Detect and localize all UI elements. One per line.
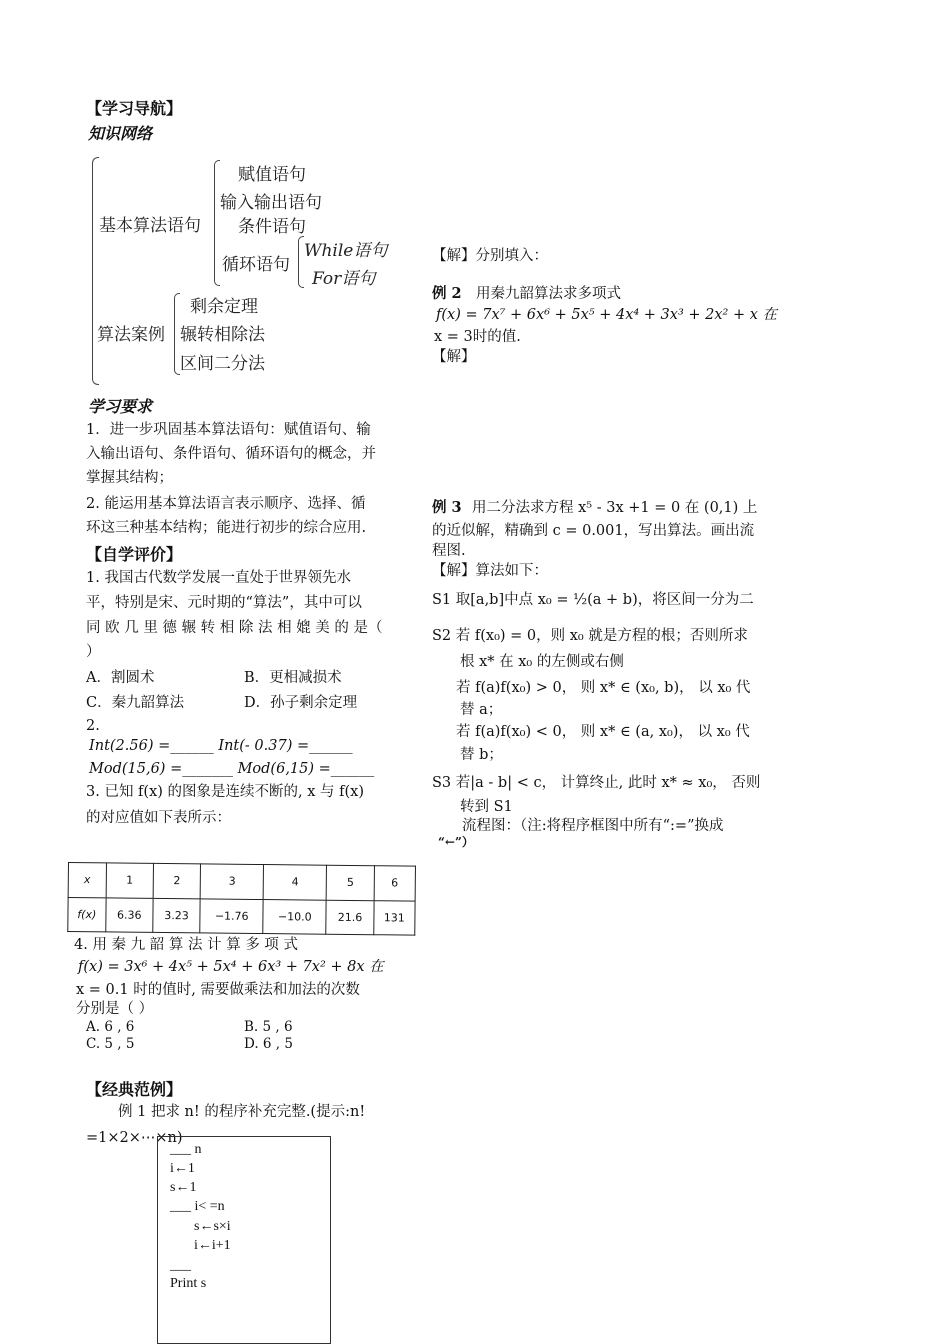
table-row bbox=[68, 897, 415, 935]
tree-euclid: 辗转相除法 bbox=[180, 325, 265, 345]
flowchart-note-text: 流程图：（注:将程序框图中所有“:=”换成 bbox=[462, 818, 724, 834]
q1-line3: 同 欧 几 里 德 辗 转 相 除 法 相 媲 美 的 是（ bbox=[86, 620, 383, 636]
q4-option-d: D. 6 , 5 bbox=[244, 1036, 293, 1052]
q1-option-b: B．更相减损术 bbox=[244, 670, 342, 686]
code-line-i-init: i←1 bbox=[170, 1161, 195, 1176]
example2-polynomial: f(x) = 7x⁷ + 6x⁶ + 5x⁵ + 4x⁴ + 3x³ + 2x² + x 在 bbox=[436, 307, 778, 323]
q1-line4: ） bbox=[86, 644, 101, 660]
step-s2-line6: 替 b； bbox=[460, 747, 503, 763]
examples-title: 【经典范例】 bbox=[86, 1080, 183, 1099]
step-s2-line1: S2 若 f(x₀) = 0，则 x₀ 就是方程的根；否则所求 bbox=[432, 628, 748, 644]
q1-option-a: A．割圆术 bbox=[86, 670, 155, 686]
tree-while: While语句 bbox=[304, 241, 388, 261]
example1-line1: 例 1 把求 n! 的程序补充完整.(提示:n! bbox=[118, 1104, 366, 1120]
q2-line2: Mod(15,6) =_______ Mod(6,15) =______ bbox=[89, 761, 375, 777]
tree-brace-basic bbox=[214, 160, 220, 286]
step-s2-line4: 替 a； bbox=[460, 702, 503, 718]
tree-cond: 条件语句 bbox=[238, 217, 306, 237]
code-line-read: ___ n bbox=[170, 1142, 202, 1157]
example2-label: 例 2 bbox=[432, 285, 462, 302]
table-cell: 3.23 bbox=[153, 898, 201, 933]
tree-for: For语句 bbox=[312, 269, 376, 289]
tree-assign: 赋值语句 bbox=[238, 165, 306, 185]
table-cell: 6 bbox=[374, 866, 416, 901]
table-cell: f(x) bbox=[68, 897, 106, 932]
tree-remainder: 剩余定理 bbox=[190, 297, 258, 317]
step-s3-line1: S3 若|a - b| < c， 计算终止, 此时 x* ≈ x₀， 否则 bbox=[432, 775, 761, 791]
knowledge-network-title: 知识网络 bbox=[88, 124, 153, 143]
table-cell: 2 bbox=[153, 863, 201, 898]
code-line-increment: i←i+1 bbox=[194, 1238, 231, 1253]
q3-line2: 的对应值如下表所示： bbox=[86, 810, 231, 826]
table-cell: 3 bbox=[200, 864, 263, 899]
req1-line3: 掌握其结构； bbox=[86, 470, 173, 486]
q4-option-c: C. 5 , 5 bbox=[86, 1036, 135, 1052]
req1-line1: 1．进一步巩固基本算法语句：赋值语句、输 bbox=[86, 422, 371, 438]
table-header-row bbox=[68, 863, 415, 901]
q2-line1: Int(2.56) =______ Int(- 0.37) =______ bbox=[89, 738, 353, 754]
solution-fill-label: 【解】分别填入： bbox=[432, 248, 548, 264]
q1-line2: 平，特别是宋、元时期的“算法”，其中可以 bbox=[86, 595, 362, 611]
q3-line1: 3. 已知 f(x) 的图象是连续不断的, x 与 f(x) bbox=[86, 784, 364, 800]
example3-label: 例 3 bbox=[432, 499, 462, 516]
table-cell: 4 bbox=[263, 865, 326, 900]
code-line-print: Print s bbox=[170, 1276, 207, 1291]
q4-line3: x = 0.1 时的值时, 需要做乘法和加法的次数 bbox=[76, 982, 360, 998]
code-line-multiply: s←s×i bbox=[194, 1219, 231, 1234]
tree-cases: 算法案例 bbox=[97, 325, 165, 345]
flowchart-note-line2: “←”） bbox=[438, 835, 474, 849]
q2-number: 2. bbox=[86, 718, 100, 734]
q1-option-c: C．秦九韶算法 bbox=[86, 695, 185, 711]
tree-loop: 循环语句 bbox=[222, 255, 290, 275]
req2-line1: 2. 能运用基本算法语言表示顺序、选择、循 bbox=[86, 496, 366, 512]
table-cell: 131 bbox=[373, 900, 415, 935]
q4-line2: f(x) = 3x⁶ + 4x⁵ + 5x⁴ + 6x³ + 7x² + 8x 在 bbox=[78, 959, 384, 975]
code-line-s-init: s←1 bbox=[170, 1180, 197, 1195]
table-cell: 1 bbox=[106, 863, 154, 898]
code-line-end: ___ bbox=[170, 1258, 191, 1273]
tree-brace-root bbox=[92, 157, 99, 385]
example2-text: 用秦九韶算法求多项式 bbox=[476, 286, 621, 302]
example3-line3: 程图. bbox=[432, 543, 466, 559]
req1-line2: 入输出语句、条件语句、循环语句的概念，并 bbox=[86, 446, 376, 462]
q1-option-d: D．孙子剩余定理 bbox=[244, 695, 358, 711]
tree-io: 输入输出语句 bbox=[220, 193, 322, 213]
value-table bbox=[67, 862, 416, 936]
step-s1: S1 取[a,b]中点 x₀ = ½(a + b)，将区间一分为二 bbox=[432, 592, 754, 608]
section-heading-nav: 【学习导航】 bbox=[86, 99, 183, 118]
step-s3-line2: 转到 S1 bbox=[460, 799, 513, 815]
example2-solution: 【解】 bbox=[432, 349, 476, 365]
req2-line2: 环这三种基本结构；能进行初步的综合应用. bbox=[86, 520, 367, 536]
step-s2-line2: 根 x* 在 x₀ 的左侧或右侧 bbox=[460, 654, 624, 670]
example3-line2: 的近似解，精确到 c = 0.001，写出算法。画出流 bbox=[432, 523, 755, 539]
table-cell: x bbox=[68, 863, 106, 898]
q4-line1: 4. 用 秦 九 韶 算 法 计 算 多 项 式 bbox=[74, 937, 299, 953]
example3-line1: 用二分法求方程 x⁵ - 3x +1 = 0 在 (0,1) 上 bbox=[472, 500, 758, 516]
step-s2-line3: 若 f(a)f(x₀) > 0， 则 x* ∈ (x₀, b)， 以 x₀ 代 bbox=[456, 680, 751, 696]
tree-bisection: 区间二分法 bbox=[180, 354, 265, 374]
self-eval-title: 【自学评价】 bbox=[86, 545, 183, 564]
code-line-loop: ___ i< =n bbox=[170, 1199, 225, 1214]
example2-at: x = 3时的值. bbox=[434, 329, 521, 345]
requirements-title: 学习要求 bbox=[88, 397, 153, 416]
q4-option-b: B. 5 , 6 bbox=[244, 1019, 293, 1035]
table-cell: −1.76 bbox=[200, 898, 263, 933]
example3-solution: 【解】算法如下： bbox=[432, 563, 548, 579]
example1-line2: =1×2×⋯×n) bbox=[86, 1130, 183, 1146]
step-s2-line5: 若 f(a)f(x₀) < 0， 则 x* ∈ (a, x₀)， 以 x₀ 代 bbox=[456, 724, 750, 740]
table-cell: 6.36 bbox=[106, 897, 154, 932]
tree-basic-statements: 基本算法语句 bbox=[99, 216, 201, 236]
q4-option-a: A. 6 , 6 bbox=[86, 1019, 135, 1035]
q4-line4: 分别是（ ） bbox=[76, 1001, 154, 1017]
table-cell: −10.0 bbox=[263, 899, 326, 934]
flowchart-note bbox=[462, 814, 724, 839]
q1-line1: 1. 我国古代数学发展一直处于世界领先水 bbox=[86, 570, 351, 586]
table-cell: 21.6 bbox=[326, 900, 374, 935]
table-cell: 5 bbox=[327, 865, 375, 900]
